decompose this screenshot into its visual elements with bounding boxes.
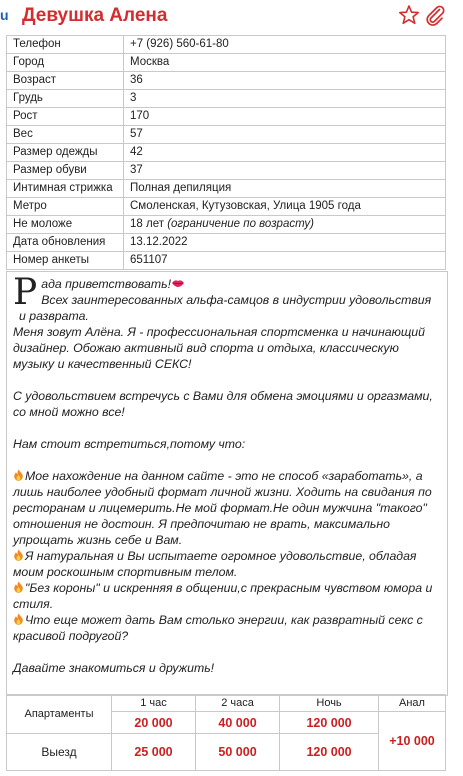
apartments-label: Апартаменты	[7, 695, 112, 734]
info-value: 36	[124, 72, 446, 90]
outcall-label: Выезд	[7, 734, 112, 771]
info-label: Размер обуви	[7, 162, 124, 180]
info-row-age	[7, 72, 446, 90]
info-row-city	[7, 54, 446, 72]
paperclip-icon[interactable]	[424, 4, 446, 26]
profile-info-table	[6, 35, 446, 270]
age-restriction-note: (ограничение по возрасту)	[167, 218, 314, 230]
info-value: 13.12.2022	[124, 234, 446, 252]
price-value: 50 000	[196, 734, 280, 771]
bullet-text: Я натуральная и Вы испытаете огромное удовольствие, обладая моим роскошным спортивным телом.	[13, 549, 417, 579]
description-bullet	[13, 612, 441, 644]
phone-value[interactable]: +7 (926) 560-61-80	[124, 36, 446, 54]
description-bullet	[13, 580, 441, 612]
price-header-row	[7, 695, 446, 712]
fire-icon	[13, 469, 24, 481]
info-label: Вес	[7, 126, 124, 144]
header-edge-fragment: u	[0, 7, 9, 23]
info-label: Не моложе	[7, 216, 124, 234]
description-paragraph: Нам стоит встретиться,потому что:	[13, 437, 246, 451]
info-label: Дата обновления	[7, 234, 124, 252]
info-value: Смоленская, Кутузовская, Улица 1905 года	[124, 198, 446, 216]
page-title: Девушка Алена	[22, 5, 168, 26]
description-paragraph: Меня зовут Алёна. Я - профессиональная спортсменка и начинающий дизайнер. Обожаю активный вид спорта и отдыха, классическую музыку и качественный СЕКС!	[13, 325, 425, 371]
price-value: 40 000	[196, 712, 280, 734]
anal-price-value: +10 000	[379, 712, 446, 771]
info-row-metro	[7, 198, 446, 216]
info-label: Интимная стрижка	[7, 180, 124, 198]
info-row-weight	[7, 126, 446, 144]
description-bullet	[13, 548, 441, 580]
info-label: Город	[7, 54, 124, 72]
bullet-text: "Без короны" и искренняя в общении,с прекрасным чувством юмора и стиля.	[13, 581, 433, 611]
info-label: Рост	[7, 108, 124, 126]
info-label: Телефон	[7, 36, 124, 54]
description-paragraph: Всех заинтересованных альфа-самцов в индустрии удовольствия и разврата.	[19, 293, 432, 323]
info-value: Полная депиляция	[124, 180, 446, 198]
info-label: Размер одежды	[7, 144, 124, 162]
price-column-header: 2 часа	[196, 695, 280, 712]
info-value: 170	[124, 108, 446, 126]
info-value: 57	[124, 126, 446, 144]
price-column-header: Анал	[379, 695, 446, 712]
info-row-profile-number	[7, 252, 446, 270]
price-column-header: 1 час	[112, 695, 196, 712]
bullet-text: Мое нахождение на данном сайте - это не способ «заработать», а лишь наиболее удобный формат личной жизни. Ходить на свидания по ресторанам и лицемерить.Не мой формат.Не один мужчина "такого" отношения не достоин. Я предпочитаю не врать, максимально упрощать жизнь себе и Вам.	[13, 469, 432, 547]
profile-header	[0, 0, 463, 32]
fire-icon	[13, 581, 24, 593]
info-label: Возраст	[7, 72, 124, 90]
bullet-text: Что еще может дать Вам столько энергии, как развратный секс с красивой подругой?	[13, 613, 423, 643]
info-row-phone	[7, 36, 446, 54]
info-row-grooming	[7, 180, 446, 198]
description-closing: Давайте знакомиться и дружить!	[13, 661, 215, 675]
info-row-min-age	[7, 216, 446, 234]
price-value: 20 000	[112, 712, 196, 734]
info-row-shoe-size	[7, 162, 446, 180]
description-bullet	[13, 468, 441, 548]
info-value: Москва	[124, 54, 446, 72]
price-value: 120 000	[280, 734, 379, 771]
price-value: 25 000	[112, 734, 196, 771]
info-value: 3	[124, 90, 446, 108]
info-row-updated	[7, 234, 446, 252]
info-row-height	[7, 108, 446, 126]
star-icon[interactable]	[398, 4, 420, 26]
kiss-icon	[171, 278, 185, 288]
info-value: 42	[124, 144, 446, 162]
info-value: 37	[124, 162, 446, 180]
info-label: Номер анкеты	[7, 252, 124, 270]
info-value	[124, 216, 446, 234]
info-label: Грудь	[7, 90, 124, 108]
fire-icon	[13, 613, 24, 625]
info-row-clothes-size	[7, 144, 446, 162]
price-column-header: Ночь	[280, 695, 379, 712]
profile-description	[6, 271, 448, 696]
min-age-value: 18 лет	[130, 218, 164, 230]
price-value: 120 000	[280, 712, 379, 734]
info-label: Метро	[7, 198, 124, 216]
info-row-bust	[7, 90, 446, 108]
greeting-text: ада приветствовать!	[41, 277, 172, 291]
info-value: 651107	[124, 252, 446, 270]
price-table	[6, 694, 446, 771]
description-greeting	[13, 276, 441, 292]
description-paragraph: С удовольствием встречусь с Вами для обмена эмоциями и оргазмами, со мной можно все!	[13, 389, 433, 419]
fire-icon	[13, 549, 24, 561]
drop-cap: Р	[13, 272, 38, 313]
